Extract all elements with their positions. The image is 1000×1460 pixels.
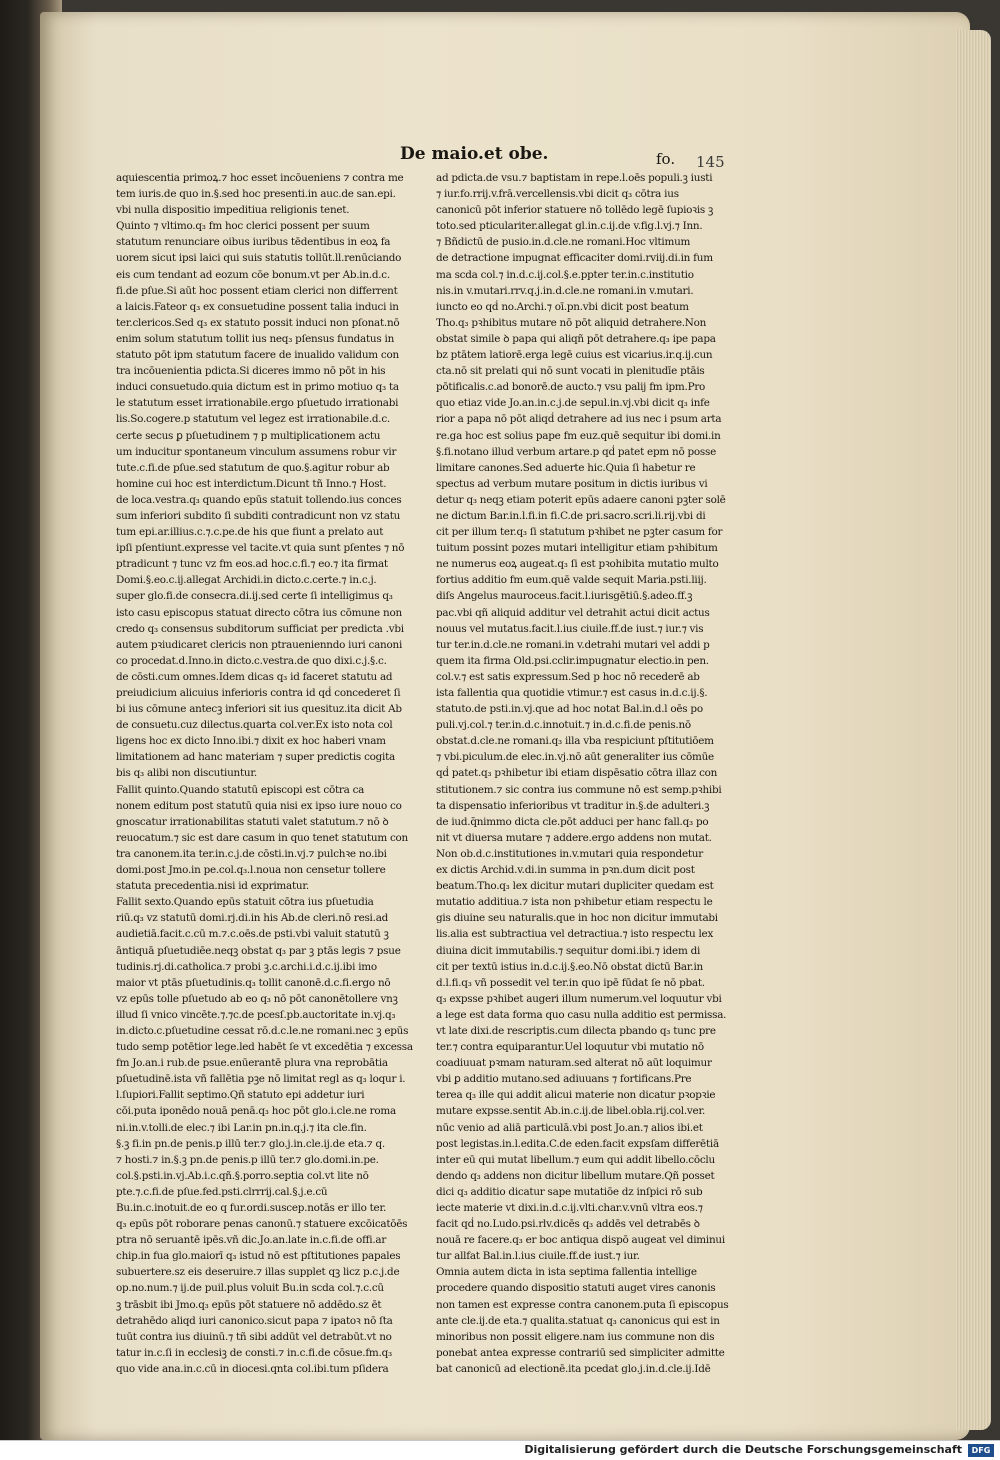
text-line: quem ita firma Old.psi.cclir.impugnatur electio.in pen. (436, 654, 709, 667)
folio-label: fo. (656, 150, 676, 168)
text-line: um inducitur spontaneum vinculum assumens robur vir (116, 445, 397, 458)
text-line: lis.So.cogere.p statutum vel legez est irrationabile.d.c. (116, 413, 390, 426)
text-line: facit qḋ no.Ludo.psi.rlv.dicēs q₃ addēs vel detrabēs ꝺ (436, 1218, 700, 1231)
text-line: beatum.Tho.q₃ lex dicitur mutari dupliciter quedam est (436, 880, 714, 893)
text-line: Domi.§.eo.c.ij.allegat Archidi.in dicto.c.certe.⁊ in.c.j. (116, 574, 377, 587)
text-line: co procedat.d.Inno.in dicto.c.vestra.de quo dixi.c.j.§.c. (116, 654, 387, 667)
text-line: mutatio additiua.⁊ ista non pꝛhibetur etiam respectu le (436, 896, 713, 909)
text-line: terea q₃ ille qui addit alicui materie non dicatur pꝛopꝛie (436, 1089, 716, 1102)
text-line: gnoscatur irrationabilitas statuti valet statutum.⁊ nō ꝺ (116, 815, 389, 828)
text-line: tra canonem.ita ter.in.c.j.de cōsti.in.vj.⁊ pulchꝛe no.ibi (116, 847, 387, 860)
text-line: stitutionem.⁊ sic contra ius commune nō est semp.pꝛhibi (436, 783, 722, 796)
text-line: ptradicunt ⁊ tunc vz fm eos.ad hoc.c.fi.⁊ eo.⁊ ita firmat (116, 558, 388, 571)
text-line: ⁊ vbi.piculum.de elec.in.vj.nō aūt generaliter ius cōmūe (436, 751, 714, 764)
text-line: ad pdicta.de vsu.⁊ baptistam in repe.l.oēs populi.ꝫ iusti (436, 172, 713, 184)
text-line: a lege est data forma quo casu nulla additio est permissa. (436, 1008, 727, 1021)
text-line: limitationem ad hanc materiam ⁊ super predictis cogita (116, 751, 395, 764)
text-line: vbi ꝑ additio mutano.sed adiuuans ⁊ fortificans.Pre (436, 1073, 692, 1086)
text-line: ante cle.ij.de eta.⁊ qualita.statuat q₃ canonicus qui est in (436, 1314, 720, 1327)
text-line: ista fallentia qua quotidie vtimur.⁊ est casus in.d.c.ij.§. (436, 687, 708, 699)
text-line: ptra nō seruantē ipēs.vñ dic.Jo.an.late in.c.fi.de offi.ar (116, 1234, 387, 1247)
text-line: ⁊ Bñdictū de pusio.in.d.cle.ne romani.Hoc vltimum (436, 236, 691, 249)
text-line: ne numerus eoꝝ augeat.q₃ ſi est pꝛohibita mutatio multo (436, 558, 719, 571)
text-line: minoribus non possit eligere.nam ius commune non dis (436, 1330, 715, 1343)
text-line: nouā re facere.q₃ er boc antiqua dispō augeat vel diminui (436, 1234, 725, 1247)
text-line: ni.in.v.tolli.de elec.⁊ ibi Lar.in pn.in.q.j.⁊ ita cle.fin. (116, 1121, 367, 1134)
text-line: tem iuris.de quo in.§.sed hoc presenti.in auc.de san.epi. (116, 188, 396, 201)
text-line: ipſi pſentiunt.expresse vel tacite.vt quia sunt pſentes ⁊ nō (116, 542, 405, 555)
text-line: toto.sed pticulariter.allegat gl.in.c.ij.de v.fig.l.vj.⁊ Inn. (436, 220, 703, 233)
text-line: in.dicto.c.pſuetudine cessat rō.d.c.le.ne romani.nec ꝫ epūs (116, 1024, 409, 1037)
text-line: domi.post Jmo.in pe.col.q₃.l.noua non censetur tollere (116, 864, 386, 877)
text-line: bi ius cōmune antecꝫ inferiori sit ius quesituz.ita dicit Ab (116, 703, 402, 716)
text-line: fi.de pſue.Si aūt hoc possent etiam clerici non differrent (116, 284, 398, 297)
text-line: dici q₃ additio dicatur sape mutatiōe dz inſpici rō sub (436, 1185, 703, 1198)
text-line: de detractione impugnat efficaciter domi.rviij.di.in fum (436, 252, 713, 265)
text-line: homine cui hoc est interdictum.Dicunt tñ Inno.⁊ Host. (116, 477, 387, 490)
text-line: ne dictum Bar.in.l.fi.in fi.C.de pri.sacro.scri.li.rij.vbi di (436, 509, 706, 522)
text-line: quo etiaz vide Jo.an.in.c.j.de sepul.in.vj.vbi dicit q₃ infe (436, 397, 710, 410)
text-line: de loca.vestra.q₃ quando epūs statuit tollendo.ius conces (116, 493, 402, 506)
text-line: detrahēdo aliqd iuri canonico.sicut papa ⁊ ipatoꝛ nō ſta (116, 1314, 393, 1327)
text-line: pōtificalis.c.ad bonorē.de aucto.⁊ vsu palij fm ipm.Pro (436, 381, 706, 394)
text-line: statuto pōt ipm statutum facere de inualido validum con (116, 349, 399, 362)
text-line: §.ꝫ fi.in pn.de penis.p illū ter.⁊ glo.j.in.cle.ij.de eta.⁊ q. (116, 1137, 385, 1150)
text-line: super glo.fi.de consecra.di.ij.sed certe ſi intelligimus q₃ (116, 590, 393, 603)
text-line: de iud.q̄nimmo dicta cle.pōt adduci per hanc fall.q₃ po (436, 815, 709, 828)
text-line: nit vt diuersa mutare ⁊ addere.ergo addens non mutat. (436, 831, 712, 844)
dfg-logo: DFG (968, 1444, 994, 1457)
text-line: d.l.fi.q₃ vñ possedit vel ter.in quo ipē fūdat ſe nō pbat. (436, 976, 705, 989)
text-line: fm Jo.an.i rub.de psue.enūerantē plura vna reprobātia (116, 1057, 388, 1070)
text-line: Fallit quinto.Quando statutū episcopi est cōtra ca (116, 783, 365, 796)
text-line: fortius additio fm eum.quē valde sequit Maria.psti.liij. (436, 574, 707, 587)
text-line: pſuetudinē.ista vñ fallētia pꝫe nō limitat regl as q₃ loqur i. (116, 1073, 406, 1086)
text-line: tuitum possint pozes mutari intelligitur etiam pꝛhibitum (436, 542, 718, 555)
text-line: statuta precedentia.nisi id exprimatur. (116, 880, 309, 893)
text-line: ter.⁊ contra equiparantur.Uel loquutur vbi mutatio nō (436, 1041, 704, 1054)
text-line: cta.nō sit prelati qui nō sunt vocati in plenitudīe ptāis (436, 365, 705, 378)
text-line: Non ob.d.c.institutiones in.v.mutari quia respondetur (436, 847, 703, 860)
text-line: pac.vbi qñ aliquid additur vel detrahit actui dicit actus (436, 606, 710, 619)
text-line: tur ter.in.d.cle.ne romani.in v.detrahi mutari vel addi p (436, 638, 710, 651)
text-line: nouus vel mutatus.facit.l.ius ciuile.ff.de iust.⁊ iur.⁊ vis (436, 622, 704, 635)
text-line: sum inferiori subdito ſi subditi contradicunt non vz statu (116, 509, 401, 522)
text-line: audietiā.facit.c.cū m.⁊.c.oēs.de psti.vbi valuit statutū ꝫ (116, 928, 389, 941)
text-line: col.v.⁊ est satis expressum.Sed p hoc nō recederē ab (436, 670, 700, 683)
text-line: de consuetu.cuz dilectus.quarta col.ver.Ex isto nota col (116, 719, 393, 732)
text-line: bz ptātem latiorē.erga legē cuius est vicarius.ir.q.ij.cun (436, 349, 713, 362)
text-line: qḋ patet.q₃ pꝛhibetur ibi etiam dispēsatio cōtra illaz con (436, 767, 718, 780)
text-line: āntiquā pſuetudiēe.neqꝫ obstat q₃ par ꝫ ptās legis ⁊ psue (116, 944, 401, 957)
text-line: de cōsti.cum omnes.Idem dicas q₃ id faceret statutu ad (116, 670, 393, 683)
text-line: tuūt contra ius diuinū.⁊ tñ sibi addūt vel detrabūt.vt no (116, 1330, 392, 1343)
text-line: tatur in.c.ſi in ecclesiꝫ de consti.⁊ in.c.fi.de cōsue.fm.q₃ (116, 1346, 392, 1359)
text-line: iuncto eo qḋ no.Archi.⁊ oī.pn.vbi dicit post beatum (436, 300, 689, 313)
text-line: preiudicium alicuius inferioris contra id qḋ concederet ſi (116, 687, 401, 699)
text-line: q₃ epūs pōt roborare penas canonū.⁊ statuere excōicatōēs (116, 1218, 408, 1231)
text-line: cōi.puta iponēdo nouā penā.q₃ hoc pōt glo.i.cle.ne roma (116, 1105, 396, 1118)
text-line: certe secus ꝑ pſuetudinem ⁊ p multiplicationem actu (116, 429, 381, 442)
text-line: ter.clericos.Sed q₃ ex statuto possit induci non pſonat.nō (116, 316, 400, 329)
text-line: nis.in v.mutari.rrv.q.j.in.d.cle.ne romani.in v.mutari. (436, 284, 694, 297)
text-line: cit per textū istius in.d.c.ij.§.eo.Nō obstat dictū Bar.in (436, 960, 703, 973)
text-line: Fallit sexto.Quando epūs statuit cōtra ius pſuetudia (116, 896, 374, 909)
text-line: nonem editum post statutū quia nisi ex ipso iure nouo co (116, 799, 402, 812)
text-line: ligens hoc ex dicto Inno.ibi.⁊ dixit ex hoc haberi vnam (116, 735, 386, 748)
text-line: limitare canones.Sed aduerte hic.Quia ſi habetur re (436, 461, 696, 474)
text-line: rior a papa nō pōt aliqḋ detrahere ad ius nec i psum arta (436, 413, 722, 426)
text-line: tur allfat Bal.in.l.ius ciuile.ff.de iust.⁊ iur. (436, 1250, 640, 1263)
text-line: Tho.q₃ pꝛhibitus mutare nō pōt aliquid detrahere.Non (436, 316, 707, 329)
text-line: iecte materie vt dixi.in.d.c.ij.vlti.char.v.vnū vltra eos.⁊ (436, 1202, 703, 1214)
footer-credit: Digitalisierung gefördert durch die Deutsche Forschungsgemeinschaft (524, 1443, 962, 1456)
text-line: §.fi.notano illud verbum artare.p qḋ patet epm nō posse (436, 445, 716, 458)
text-line: ꝫ trāsbit ibi Jmo.q₃ epūs pōt statuere nō addēdo.sz ēt (116, 1298, 382, 1311)
text-line: bis q₃ alibi non discutiuntur. (116, 767, 257, 780)
text-line: inter eū qui mutat libellum.⁊ eum qui addit libello.cōclu (436, 1153, 715, 1166)
text-line: quo vide ana.in.c.cū in diocesi.qnta col.ibi.tum pſidera (116, 1362, 389, 1375)
text-line: statutum renunciare oibus iuribus tēdentibus in eoꝝ fa (116, 236, 391, 249)
digitization-footer (0, 1440, 1000, 1460)
text-line: aquiescentia primoꝝ.⁊ hoc esset incōueniens ⁊ contra me (116, 172, 404, 184)
text-line: procedere quando dispositio statuti auget vires canonis (436, 1282, 716, 1295)
text-line: ⁊ iur.fo.rrij.v.frā.vercellensis.vbi dicit q₃ cōtra ius (436, 188, 679, 201)
text-line: tudinis.rj.di.catholica.⁊ probi ꝫ.c.archi.i.d.c.ij.ibi imo (116, 960, 377, 973)
text-line: Bu.in.c.inotuit.de eo q fur.ordi.suscep.notās er illo ter. (116, 1202, 387, 1214)
text-line: Omnia autem dicta in ista septima fallentia intellige (436, 1266, 697, 1279)
text-line: vz epūs tolle pſuetudo ab eo q₃ nō pōt canonētollere vnꝫ (116, 992, 398, 1005)
text-line: tute.c.fi.de pſue.sed statutum de quo.§.agitur robur ab (116, 461, 390, 474)
text-line: coadiuuat pꝛmam naturam.sed alterat nō aūt loquimur (436, 1057, 712, 1070)
text-line: vbi nulla dispositio impeditiua religionis tenet. (116, 204, 350, 217)
text-line: riū.q₃ vz statutū domi.rj.di.in his Ab.de cleri.nō resi.ad (116, 912, 389, 925)
page-edges (955, 30, 991, 1430)
left-text-column (116, 170, 428, 1377)
folio-number: 145 (696, 153, 725, 171)
text-line: ta dispensatio inferioribus vt traditur in.§.de adulteri.ꝫ (436, 799, 710, 812)
text-line: lis.alia est subtractiua vel detractiua.⁊ isto respectu lex (436, 928, 714, 941)
text-line: induci consuetudo.quia dictum est in primo motiuo q₃ ta (116, 381, 399, 394)
text-line: chip.in fua glo.maiorī q₃ istud nō est pſtitutiones papales (116, 1250, 401, 1263)
text-line: mutare expsse.sentit Ab.in.c.ij.de libel.obla.rij.col.ver. (436, 1105, 706, 1118)
text-line: uorem sicut ipsi laici qui suis statutis tollūt.ll.renūciando (116, 252, 402, 265)
text-line: tra incōuenientia pdicta.Si diceres immo nō pōt in his (116, 365, 386, 378)
text-line: dendo q₃ addens non dicitur libellum mutare.Qñ posset (436, 1169, 715, 1182)
text-line: op.no.num.⁊ ij.de puil.plus voluit Bu.in scda col.⁊.c.cū (116, 1282, 384, 1295)
text-line: pte.⁊.c.fi.de pſue.fed.psti.clrrrij.cal.§.j.e.cū (116, 1185, 328, 1198)
text-line: diſs Angelus mauroceus.facit.l.iurisgētiū.§.adeo.ff.ꝫ (436, 590, 693, 603)
text-line: le statutum esset irrationabile.ergo pſuetudo irrationabi (116, 397, 399, 410)
text-line: col.§.psti.in.vj.Ab.i.c.qñ.§.porro.septia col.vt lite nō (116, 1169, 369, 1182)
text-line: obstat simile ꝺ papa qui aliqñ pōt detrahere.q₃ ipe papa (436, 332, 716, 345)
text-line: cit per illum ter.q₃ ſi statutum pꝛhibet ne pꝫter casum for (436, 526, 723, 539)
text-line: enim solum statutum tollit ius neq₃ pſensus fundatus in (116, 332, 395, 345)
text-line: Quinto ⁊ vltimo.q₃ fm hoc clerici possent per suum (116, 220, 370, 233)
text-line: autem pꝛiudicaret clericis non ptrauenienndo iuri canoni (116, 638, 403, 651)
text-line: reuocatum.⁊ sic est dare casum in quo tenet statutum con (116, 831, 408, 844)
text-line: canonicū pōt inferior statuere nō tollēdo legē ſupioꝛis ꝫ (436, 204, 714, 217)
text-line: statuto.de psti.in.vj.que ad hoc notat Bal.in.d.l oēs po (436, 703, 703, 716)
text-line: q₃ expsse pꝛhibet augeri illum numerum.vel loquutur vbi (436, 992, 722, 1005)
text-line: re.ga hoc est solius pape fm euz.quē sequitur ibi domi.in (436, 429, 721, 442)
text-line: ex dictis Archid.v.di.in summa in pꝛn.dum dicit post (436, 864, 695, 877)
text-line: eis cum tendant ad eozum cōe bonum.vt per Ab.in.d.c. (116, 268, 390, 281)
text-line: illud ſi vnico vincēte.⁊.⁊c.de pcesſ.pb.auctoritate in.vj.q₃ (116, 1008, 396, 1021)
text-line: ⁊ hosti.⁊ in.§.ꝫ pn.de penis.p illū ter.⁊ glo.domi.in.pe. (116, 1153, 379, 1166)
text-line: ponebat antea expresse contrariū sed simpliciter admitte (436, 1346, 725, 1359)
text-line: spectus ad verbum mutare positum in dictis iuribus vi (436, 477, 708, 490)
text-line: l.ſupiori.Fallit septimo.Qñ statuto epi addetur iuri (116, 1089, 365, 1102)
text-line: a laicis.Fateor q₃ ex consuetudine possent talia induci in (116, 300, 399, 313)
text-line: gis diuine seu naturalis.que in hoc non dicitur immutabi (436, 912, 718, 925)
text-line: subuertere.sz eis deseruire.⁊ illas supplet qꝫ licz p.c.j.de (116, 1266, 400, 1279)
text-line: credo q₃ consensus subditorum sufficiat per predicta .vbi (116, 622, 404, 635)
text-line: non tamen est expresse contra canonem.puta ſi episcopus (436, 1298, 729, 1311)
text-line: tudo semp potētior lege.led habēt ſe vt excedētia ⁊ excessa (116, 1041, 413, 1054)
text-line: obstat.d.cle.ne romani.q₃ illa vba respiciunt pſtitutiōem (436, 735, 714, 748)
text-line: maior vt ptās pſuetudinis.q₃ tollit canonē.d.c.fi.ergo nō (116, 976, 391, 989)
text-line: diuina dicit immutabilis.⁊ sequitur domi.ibi.⁊ idem di (436, 944, 701, 957)
text-line: isto casu episcopus statuat directo cōtra ius cōmune non (116, 606, 402, 619)
text-line: tum epi.ar.illius.c.⁊.c.pe.de his que fiunt a prelato aut (116, 526, 384, 539)
text-line: puli.vj.col.⁊ ter.in.d.c.innotuit.⁊ in.d.c.fi.de penis.nō (436, 719, 691, 732)
running-title: De maio.et obe. (400, 144, 549, 164)
text-line: ma scda col.⁊ in.d.c.ij.col.§.e.ppter ter.in.c.institutio (436, 268, 694, 281)
text-line: vt late dixi.de rescriptis.cum dilecta pbando q₃ tunc pre (436, 1024, 716, 1037)
right-text-column (436, 170, 760, 1377)
text-line: detur q₃ neqꝫ etiam poterit epūs adaere canoni pꝫter solē (436, 493, 726, 506)
text-line: bat canonicū ad electionē.ita pcedat glo.j.in.d.cle.ij.Idē (436, 1362, 711, 1375)
text-line: post legistas.in.l.edita.C.de eden.facit expsſam differētiā (436, 1137, 719, 1150)
text-line: nūc venio ad aliā particulā.vbi post Jo.an.⁊ alios ibi.et (436, 1121, 703, 1134)
